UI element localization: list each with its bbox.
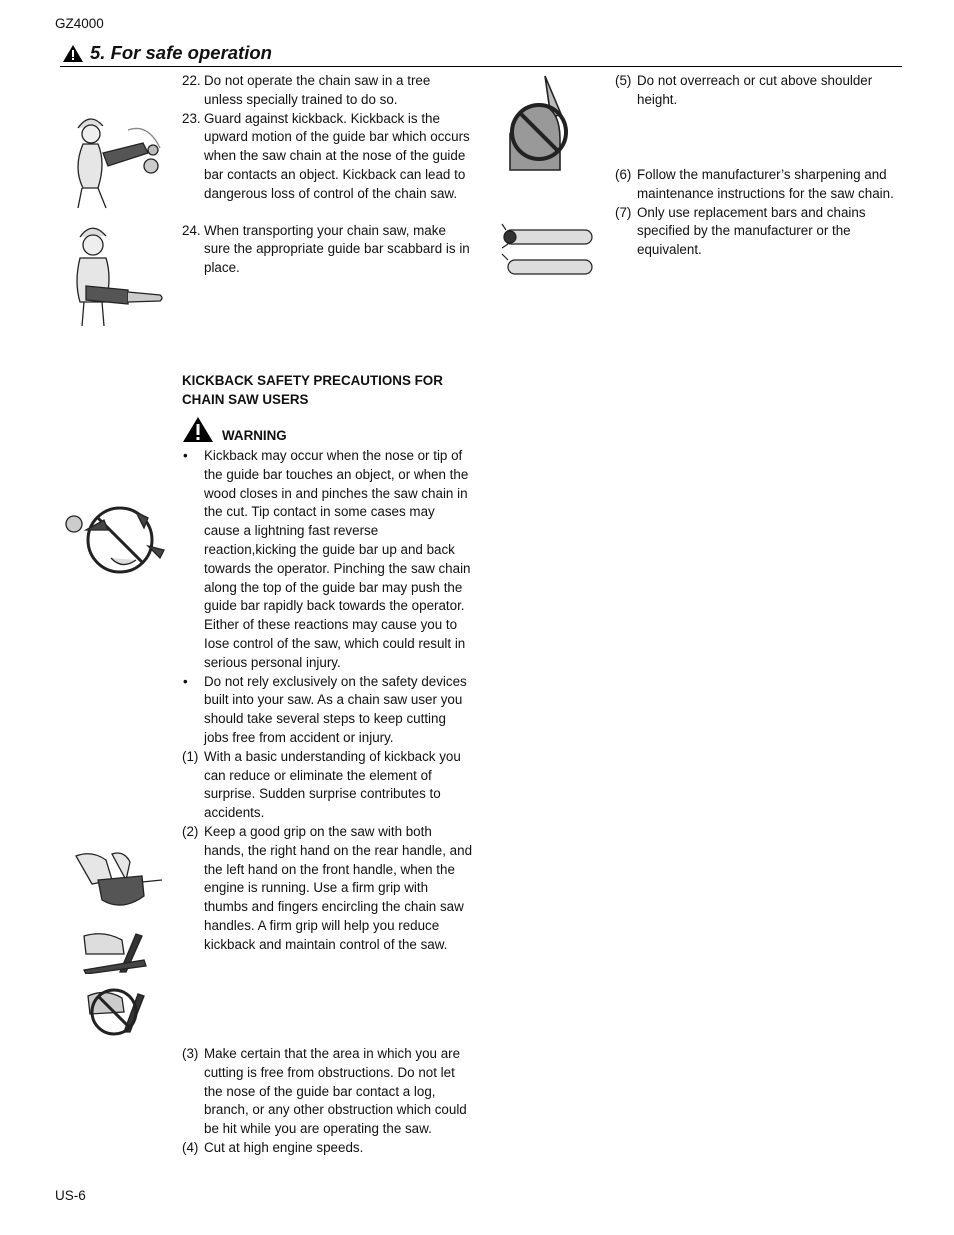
kickback-bullets [182, 447, 472, 955]
model-number: GZ4000 [55, 16, 104, 31]
list-item: (5) Do not overreach or cut above shoulder height. [615, 73, 873, 107]
left-items-top [182, 72, 472, 278]
section-title-row [60, 42, 902, 67]
list-item: 23. Guard against kickback. Kickback is the upward motion of the guide bar which occurs when the saw chain at the nose of the guide bar contacts an object. Kickback can lead to dangerous loss of control of the chain saw. [182, 110, 470, 201]
replacement-bars-illustration [500, 220, 596, 280]
kickback-zone-illustration [56, 500, 174, 580]
no-overreach-illustration [505, 74, 575, 172]
list-item: 24. When transporting your chain saw, make sure the appropriate guide bar scabbard is in place. [182, 222, 470, 276]
incorrect-grip-icon [80, 986, 152, 1038]
right-steps-6-7 [615, 166, 905, 260]
list-item: (4) Cut at high engine speeds. [182, 1139, 364, 1155]
warning-label: WARNING [222, 428, 287, 443]
kickback-steps-lower [182, 1045, 472, 1158]
list-item: (7) Only use replacement bars and chains specified by the manufacturer or the equivalent. [615, 204, 866, 258]
warning-triangle-icon [62, 44, 84, 63]
section-title: 5. For safe operation [90, 42, 272, 63]
list-item: • Kickback may occur when the nose or tip of the guide bar touches an object, or when the wood closes in and pinches the saw chain in the cut. Tip contact in some cases may cause a lightning fast reverse reaction,kicking the guide bar up and back towards the operator. Pinching the saw chain along the top of the guide bar may push the guide bar rapidly back towards the operator. Either of these reactions may cause you to Iose control of the saw, which could result in serious personal injury. [183, 448, 471, 670]
list-item: (1) With a basic understanding of kickback you can reduce or eliminate the element of surprise. Sudden surprise contributes to accidents. [182, 748, 461, 821]
transport-chainsaw-illustration [72, 222, 164, 330]
list-item: (2) Keep a good grip on the saw with both hands, the right hand on the rear handle, and the left hand on the front handle, when the engine is running. Use a firm grip with thumbs and fingers encircling the chain saw handles. A firm grip will help you reduce kickback and maintain control of the saw. [182, 823, 473, 952]
list-item: • Do not rely exclusively on the safety devices built into your saw. As a chain saw user you should take several steps to keep cutting jobs free from accident or injury. [183, 673, 467, 745]
kickback-operator-illustration [68, 108, 168, 214]
kickback-heading: KICKBACK SAFETY PRECAUTIONS FOR CHAIN SAW USERS [182, 373, 443, 407]
warning-triangle-icon [182, 416, 214, 443]
list-item: 22. Do not operate the chain saw in a tree unless specially trained to do so. [182, 73, 431, 107]
list-item: (3) Make certain that the area in which you are cutting is free from obstructions. Do not let the nose of the guide bar contact a log, branch, or any other obstruction which could be hit while you are operating the saw. [182, 1046, 467, 1137]
firm-grip-illustration [72, 850, 164, 912]
correct-grip-icon [80, 930, 152, 974]
right-step-5 [615, 72, 905, 110]
page-number: US-6 [55, 1188, 86, 1203]
list-item: (6) Follow the manufacturer’s sharpening and maintenance instructions for the saw chain. [615, 167, 894, 201]
